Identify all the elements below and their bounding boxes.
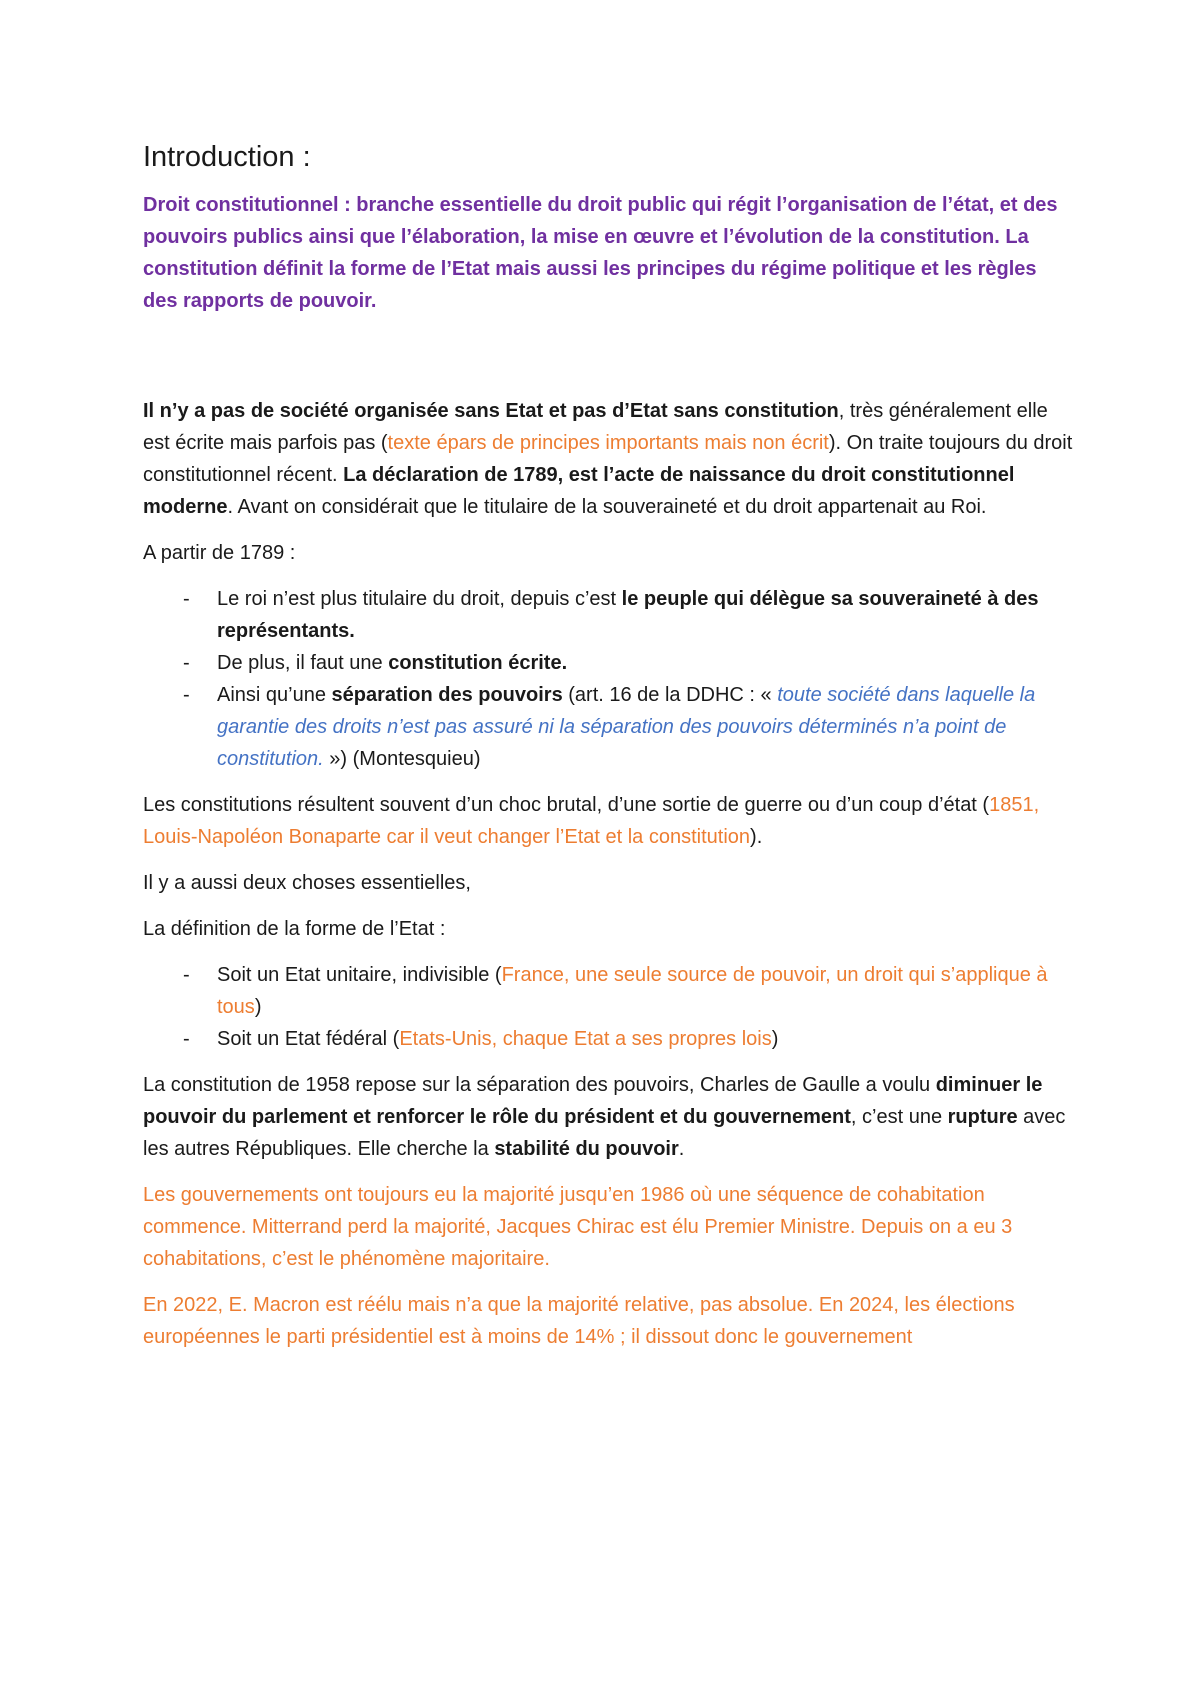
highlight-text: 1851, Louis-Napoléon Bonaparte car il veut changer l’Etat et la constitution — [143, 793, 1040, 848]
page-title: Introduction : — [143, 141, 311, 173]
text-run: (art. 16 de la DDHC : « — [562, 683, 778, 706]
text-run: La constitution de 1958 repose sur la séparation des pouvoirs, Charles de Gaulle a voulu — [143, 1073, 936, 1096]
bold-text: stabilité du pouvoir — [494, 1137, 679, 1160]
bold-text: rupture — [947, 1105, 1018, 1128]
highlight-text: texte épars de principes importants mais non écrit — [387, 431, 829, 454]
text-run: , très généralement elle est écrite mais parfois pas ( — [143, 399, 1048, 454]
paragraph-state-constitution — [143, 395, 1073, 523]
list-item — [143, 647, 1073, 679]
dash-bullet: - — [183, 651, 190, 674]
text-run: avec les autres Républiques. Elle cherche la — [143, 1105, 1066, 1160]
bold-text: constitution écrite. — [388, 651, 568, 674]
text-run: Les constitutions résultent souvent d’un choc brutal, d’une sortie de guerre ou d’un coup d’état ( — [143, 793, 990, 816]
bold-text: Il n’y a pas de société organisée sans Etat et pas d’Etat sans constitution — [143, 399, 839, 422]
list-1789-changes — [143, 583, 1073, 775]
highlight-text: Etats-Unis, chaque Etat a ses propres lois — [399, 1027, 772, 1050]
list-item — [143, 959, 1073, 1023]
paragraph-2022-2024: En 2022, E. Macron est réélu mais n’a que la majorité relative, pas absolue. En 2024, les élections européennes le parti présidentiel est à moins de 14% ; il dissout donc le gouvernement — [143, 1293, 1015, 1348]
list-item — [143, 583, 1073, 647]
text-run: Soit un Etat unitaire, indivisible ( — [217, 963, 502, 986]
bold-text: séparation des pouvoirs — [331, 683, 563, 706]
dash-bullet: - — [183, 963, 190, 986]
text-run: Le roi n’est plus titulaire du droit, depuis c’est — [217, 587, 622, 610]
paragraph-two-things: Il y a aussi deux choses essentielles, — [143, 871, 471, 894]
paragraph-state-form: La définition de la forme de l’Etat : — [143, 917, 446, 940]
text-run: ) — [771, 1027, 779, 1050]
dash-bullet: - — [183, 587, 190, 610]
quote-text: toute société dans laquelle la garantie des droits n’est pas assuré ni la séparation des pouvoirs déterminés n’a point de constitution. — [217, 683, 1036, 770]
text-run: ). — [750, 825, 763, 848]
paragraph-constitution-1958 — [143, 1069, 1073, 1165]
bold-text: La déclaration de 1789, est l’acte de naissance du droit constitutionnel moderne — [143, 463, 1015, 518]
text-run: . Avant on considérait que le titulaire de la souveraineté et du droit appartenait au Roi. — [227, 495, 987, 518]
text-run: , c’est une — [850, 1105, 948, 1128]
text-run: ») (Montesquieu) — [323, 747, 481, 770]
list-item — [143, 1023, 1073, 1055]
bold-text: le peuple qui délègue sa souveraineté à des représentants. — [217, 587, 1039, 642]
dash-bullet: - — [183, 1027, 190, 1050]
paragraph-constitution-origins — [143, 789, 1073, 853]
text-run: Soit un Etat fédéral ( — [217, 1027, 400, 1050]
text-run: De plus, il faut une — [217, 651, 389, 674]
text-run: ) — [254, 995, 262, 1018]
bold-text: diminuer le pouvoir du parlement et renforcer le rôle du président et du gouvernement — [143, 1073, 1043, 1128]
paragraph-since-1789: A partir de 1789 : — [143, 541, 296, 564]
text-run: Ainsi qu’une — [217, 683, 332, 706]
list-state-forms — [143, 959, 1073, 1055]
list-item — [143, 679, 1073, 775]
highlight-text: France, une seule source de pouvoir, un droit qui s’applique à tous — [217, 963, 1048, 1018]
document-page — [143, 140, 1073, 1367]
text-run: ). On traite toujours du droit constitutionnel récent. — [143, 431, 1073, 486]
dash-bullet: - — [183, 683, 190, 706]
text-run: . — [678, 1137, 685, 1160]
paragraph-cohabitation: Les gouvernements ont toujours eu la majorité jusqu’en 1986 où une séquence de cohabitation commence. Mitterrand perd la majorité, Jacques Chirac est élu Premier Ministre. Depuis on a eu 3 cohabitations, c’est le phénomène majoritaire. — [143, 1183, 1013, 1270]
definition-paragraph: Droit constitutionnel : branche essentielle du droit public qui régit l’organisation de l’état, et des pouvoirs publics ainsi que l’élaboration, la mise en œuvre et l’évolution de la constitution. La constitution définit la forme de l’Etat mais aussi les principes du régime politique et les règles des rapports de pouvoir. — [143, 193, 1058, 312]
